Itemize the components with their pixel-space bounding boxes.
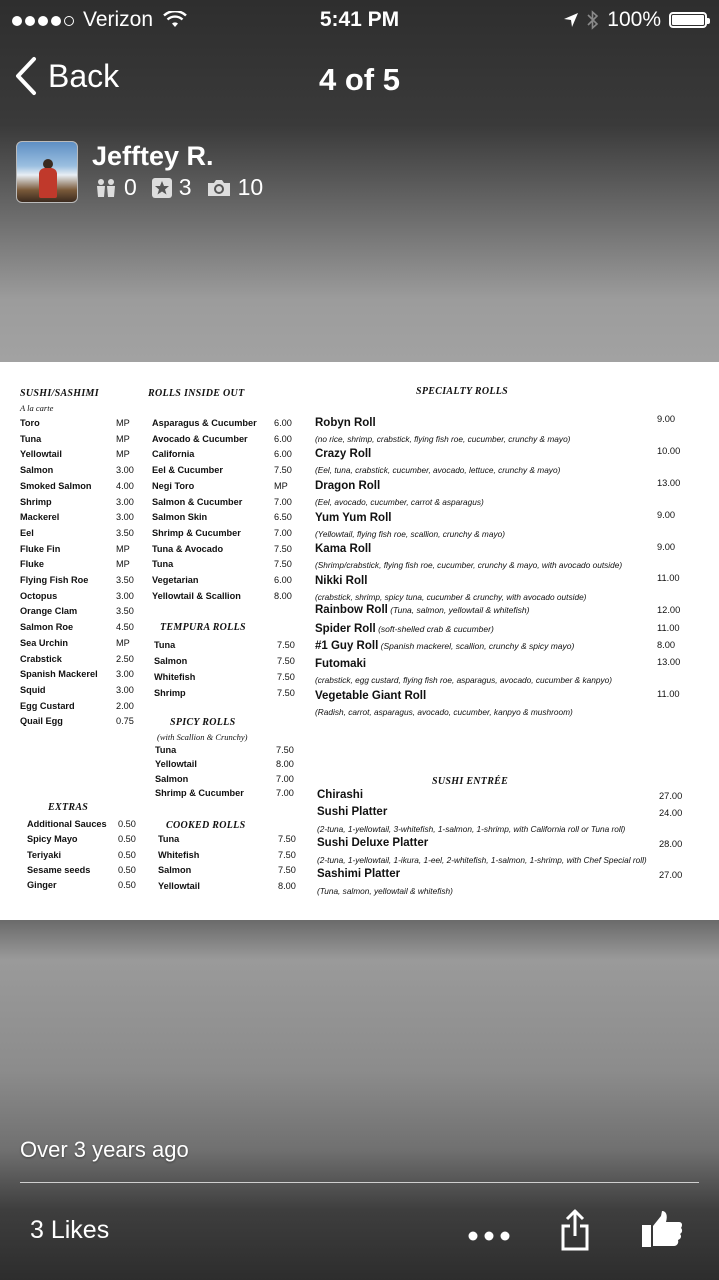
menu-item xyxy=(20,559,146,574)
menu-item-price: 7.00 xyxy=(274,496,292,507)
menu-item-price: 7.50 xyxy=(278,849,296,860)
menu-item-name: Shrimp xyxy=(20,496,52,507)
nav-bar xyxy=(0,40,719,124)
menu-item-price: 3.00 xyxy=(116,590,134,601)
specialty-roll-name: Futomaki xyxy=(315,658,367,670)
menu-item xyxy=(154,656,307,671)
menu-item xyxy=(152,591,304,606)
menu-item-price: 0.50 xyxy=(118,819,136,829)
menu-item-name: Yellowtail xyxy=(20,449,62,460)
specialty-roll xyxy=(315,640,574,652)
menu-item-name: Eel & Cucumber xyxy=(152,465,223,476)
menu-item-price: 3.50 xyxy=(116,606,134,617)
menu-item-price: 7.50 xyxy=(278,834,296,844)
menu-item-price: 6.50 xyxy=(274,512,292,523)
section-title-sushi-entree: SUSHI ENTRÉE xyxy=(432,776,509,787)
menu-item xyxy=(152,512,304,527)
menu-item-price: 7.00 xyxy=(274,527,292,538)
specialty-roll-price: 9.00 xyxy=(657,542,676,552)
reviews-stat xyxy=(151,174,192,201)
reviews-count: 3 xyxy=(178,174,192,200)
specialty-roll xyxy=(315,575,367,587)
menu-item-name: Crabstick xyxy=(20,653,62,664)
menu-item-name: Whitefish xyxy=(154,672,196,682)
status-right xyxy=(563,8,707,32)
specialty-roll xyxy=(315,623,494,635)
menu-item xyxy=(155,745,306,760)
menu-item xyxy=(154,640,307,655)
user-name[interactable]: Jefftey R. xyxy=(92,141,214,171)
entree-desc: (2-tuna, 1-yellowtail, 3-whitefish, 1-salmon, 1-shrimp, with California roll or Tuna roll) xyxy=(317,824,626,834)
menu-item-name: Salmon xyxy=(155,773,189,784)
menu-item-name: Vegetarian xyxy=(152,575,199,585)
entree-name: Sashimi Platter xyxy=(317,868,401,880)
menu-item xyxy=(20,481,146,496)
specialty-roll-price: 13.00 xyxy=(657,478,681,488)
thumbs-up-icon[interactable] xyxy=(641,1210,683,1248)
entree-desc: (2-tuna, 1-yellowtail, 1-ikura, 1-eel, 2-whitefish, 1-salmon, 1-shrimp, with Chef Special roll) xyxy=(317,855,647,865)
section-title-cooked-rolls: COOKED ROLLS xyxy=(166,820,246,831)
menu-item xyxy=(27,819,148,834)
share-icon[interactable] xyxy=(560,1208,590,1252)
specialty-roll-desc: (Radish, carrot, asparagus, avocado, cucumber, kanpyo & mushroom) xyxy=(315,707,573,717)
menu-item-name: Octopus xyxy=(20,590,58,601)
entree-desc: (Tuna, salmon, yellowtail & whitefish) xyxy=(317,886,453,896)
menu-photo[interactable] xyxy=(0,362,719,920)
menu-item-name: Quail Egg xyxy=(20,716,63,727)
menu-item-price: 7.50 xyxy=(274,559,292,570)
menu-item xyxy=(152,418,304,433)
menu-item-price: 8.00 xyxy=(274,590,292,601)
specialty-roll-price: 10.00 xyxy=(657,446,681,456)
entree-name: Sushi Platter xyxy=(317,806,388,818)
menu-item-price: 3.50 xyxy=(116,575,134,585)
status-time: 5:41 PM xyxy=(319,8,400,31)
menu-item xyxy=(152,559,304,574)
photos-count: 10 xyxy=(237,174,264,200)
section-title-specialty-rolls: SPECIALTY ROLLS xyxy=(416,386,509,397)
menu-item xyxy=(158,865,308,880)
menu-item-price: MP xyxy=(116,637,130,648)
menu-item-name: Salmon Roe xyxy=(20,622,74,633)
specialty-roll xyxy=(315,543,371,555)
divider xyxy=(20,1182,699,1183)
specialty-roll-name: Spider Roll xyxy=(315,623,376,635)
timestamp: Over 3 years ago xyxy=(20,1137,189,1162)
menu-item xyxy=(20,449,146,464)
menu-item xyxy=(27,850,148,865)
friends-stat xyxy=(94,174,137,201)
specialty-roll-desc: (no rice, shrimp, crabstick, flying fish roe, cucumber, crunchy & mayo) xyxy=(315,434,571,444)
menu-item-name: Squid xyxy=(20,684,46,695)
menu-item-price: 6.00 xyxy=(274,433,292,444)
specialty-roll-price: 8.00 xyxy=(657,640,676,650)
menu-item xyxy=(27,865,148,880)
menu-item-price: 0.50 xyxy=(118,849,136,860)
menu-item xyxy=(20,622,146,637)
menu-item-price: MP xyxy=(116,559,130,570)
menu-item-name: Sesame seeds xyxy=(27,864,91,875)
menu-item-name: Whitefish xyxy=(158,849,200,860)
menu-item-name: Toro xyxy=(20,418,40,428)
specialty-roll-name: Rainbow Roll xyxy=(315,604,388,616)
specialty-roll-desc: (crabstick, egg custard, flying fish roe, asparagus, avocado, cucumber & kanpyo) xyxy=(315,675,612,685)
menu-item xyxy=(155,774,306,789)
menu-item-name: Sea Urchin xyxy=(20,637,68,648)
page-title: 4 of 5 xyxy=(319,62,400,97)
menu-item-name: Orange Clam xyxy=(20,606,78,617)
menu-item-name: Egg Custard xyxy=(20,700,75,711)
specialty-roll xyxy=(315,448,371,460)
specialty-roll-desc: (crabstick, shrimp, spicy tuna, cucumber & crunchy, with avocado outside) xyxy=(315,592,587,602)
menu-item-name: Shrimp & Cucumber xyxy=(152,527,241,538)
specialty-roll xyxy=(315,480,380,492)
menu-item-price: MP xyxy=(274,480,288,491)
menu-item xyxy=(20,434,146,449)
section-title-sushi-sashimi: SUSHI/SASHIMI xyxy=(20,388,99,399)
menu-item-price: 7.50 xyxy=(274,465,292,476)
menu-item-name: Ginger xyxy=(27,880,57,891)
menu-item-price: 7.50 xyxy=(278,865,296,876)
menu-item xyxy=(20,591,146,606)
menu-item-price: MP xyxy=(116,543,130,554)
status-bar xyxy=(0,0,719,40)
menu-item-price: 3.00 xyxy=(116,496,134,507)
menu-item xyxy=(20,669,146,684)
menu-item-price: 0.75 xyxy=(116,716,134,727)
menu-item-name: Salmon xyxy=(154,656,188,666)
menu-item-price: 6.00 xyxy=(274,449,292,460)
section-title-spicy-rolls: SPICY ROLLS xyxy=(170,717,236,728)
specialty-roll-price: 9.00 xyxy=(657,510,676,520)
entree-price: 28.00 xyxy=(659,839,683,849)
specialty-roll-price: 13.00 xyxy=(657,657,681,667)
specialty-roll-name: Yum Yum Roll xyxy=(315,512,392,524)
menu-item-name: Spicy Mayo xyxy=(27,834,78,845)
menu-item-name: Yellowtail xyxy=(155,759,197,770)
section-title-tempura-rolls: TEMPURA ROLLS xyxy=(160,622,246,633)
specialty-roll xyxy=(315,512,391,524)
entree-price: 27.00 xyxy=(659,870,683,880)
menu-item xyxy=(20,654,146,669)
location-arrow-icon xyxy=(563,12,579,28)
chevron-left-icon xyxy=(14,56,38,96)
specialty-roll xyxy=(315,604,529,616)
menu-item-name: Tuna xyxy=(158,834,180,844)
menu-item-price: 6.00 xyxy=(274,418,292,428)
menu-item xyxy=(152,497,304,512)
menu-item-price: 7.50 xyxy=(276,745,294,755)
menu-item-price: 7.00 xyxy=(276,773,294,784)
menu-item-name: Smoked Salmon xyxy=(20,480,92,491)
menu-item xyxy=(154,688,307,703)
menu-item-name: Salmon xyxy=(158,865,192,876)
menu-item xyxy=(27,834,148,849)
specialty-roll-desc: (Yellowtail, flying fish roe, scallion, crunchy & mayo) xyxy=(315,529,505,539)
menu-item-price: 3.00 xyxy=(116,512,134,523)
entree-name: Chirashi xyxy=(317,789,364,801)
menu-item-name: Mackerel xyxy=(20,512,60,523)
menu-item-price: 2.00 xyxy=(116,700,134,711)
menu-item xyxy=(158,881,308,896)
specialty-roll-name: Vegetable Giant Roll xyxy=(315,690,427,702)
specialty-roll-desc: (Eel, tuna, crabstick, cucumber, avocado, lettuce, crunchy & mayo) xyxy=(315,465,561,475)
user-stats xyxy=(94,174,263,201)
more-icon[interactable] xyxy=(468,1230,510,1242)
menu-item xyxy=(152,528,304,543)
menu-item xyxy=(152,465,304,480)
menu-item xyxy=(20,685,146,700)
menu-item-name: California xyxy=(152,449,195,460)
menu-item xyxy=(20,701,146,716)
menu-item xyxy=(155,788,306,803)
camera-icon xyxy=(206,178,232,198)
menu-item-name: Yellowtail xyxy=(158,880,200,891)
menu-item xyxy=(154,672,307,687)
specialty-roll-name: Dragon Roll xyxy=(315,480,381,492)
specialty-roll-price: 11.00 xyxy=(657,573,680,583)
menu-item xyxy=(20,606,146,621)
menu-item xyxy=(20,716,146,731)
menu-item-name: Tuna xyxy=(154,640,176,650)
menu-item-name: Fluke Fin xyxy=(20,543,61,554)
menu-item-name: Shrimp & Cucumber xyxy=(155,787,244,798)
specialty-roll-name: Nikki Roll xyxy=(315,575,368,587)
specialty-roll-price: 11.00 xyxy=(657,623,680,633)
menu-item-name: Eel xyxy=(20,527,34,538)
menu-item-price: 8.00 xyxy=(276,759,294,770)
specialty-roll-inline-desc: (soft-shelled crab & cucumber) xyxy=(375,624,494,634)
specialty-roll-name: Robyn Roll xyxy=(315,417,376,429)
specialty-roll-name: #1 Guy Roll xyxy=(315,640,379,652)
menu-item-price: 3.00 xyxy=(116,669,134,680)
menu-item-name: Additional Sauces xyxy=(27,819,107,829)
menu-item-name: Teriyaki xyxy=(27,849,62,860)
menu-item-name: Tuna xyxy=(152,559,174,570)
menu-item-name: Avocado & Cucumber xyxy=(152,433,248,444)
entree-price: 24.00 xyxy=(659,808,683,818)
bluetooth-icon xyxy=(587,10,599,30)
menu-item xyxy=(20,465,146,480)
menu-item-price: 0.50 xyxy=(118,880,136,891)
menu-item xyxy=(20,544,146,559)
specialty-roll xyxy=(315,658,366,670)
menu-item-price: 4.50 xyxy=(116,622,134,633)
menu-item-price: 7.50 xyxy=(274,543,292,554)
menu-item xyxy=(20,638,146,653)
menu-item xyxy=(158,834,308,849)
menu-item xyxy=(152,481,304,496)
likes-count[interactable]: 3 Likes xyxy=(30,1216,110,1244)
friends-count: 0 xyxy=(124,174,137,200)
menu-item-price: 2.50 xyxy=(116,653,134,664)
back-label: Back xyxy=(48,57,120,94)
section-subtitle-spicy: (with Scallion & Crunchy) xyxy=(157,732,248,742)
menu-item xyxy=(152,449,304,464)
specialty-roll-inline-desc: (Tuna, salmon, yellowtail & whitefish) xyxy=(387,605,530,615)
entree-name: Sushi Deluxe Platter xyxy=(317,837,429,849)
menu-item-price: 7.50 xyxy=(277,656,295,666)
photos-stat xyxy=(206,174,264,201)
menu-item xyxy=(20,512,146,527)
menu-item-price: 7.00 xyxy=(276,787,294,798)
menu-item-price: MP xyxy=(116,418,130,428)
specialty-roll-price: 12.00 xyxy=(657,605,681,615)
entree-price: 27.00 xyxy=(659,791,683,801)
specialty-roll xyxy=(315,417,376,429)
menu-item xyxy=(152,544,304,559)
specialty-roll-price: 11.00 xyxy=(657,689,680,699)
menu-item-name: Salmon Skin xyxy=(152,512,208,523)
carrier-name: Verizon xyxy=(83,8,154,31)
menu-item-name: Flying Fish Roe xyxy=(20,575,89,585)
menu-item-name: Fluke xyxy=(20,559,44,570)
menu-item-price: 8.00 xyxy=(278,880,296,891)
menu-item-name: Salmon xyxy=(20,465,54,476)
menu-item xyxy=(158,850,308,865)
specialty-roll-desc: (Eel, avocado, cucumber, carrot & asparagus) xyxy=(315,497,484,507)
section-title-rolls-inside-out: ROLLS INSIDE OUT xyxy=(148,388,245,399)
star-icon xyxy=(151,177,173,199)
menu-item-price: 4.00 xyxy=(116,480,134,491)
menu-item-name: Asparagus & Cucumber xyxy=(152,418,257,428)
menu-item-price: 7.50 xyxy=(277,640,295,650)
menu-item-price: 3.50 xyxy=(116,527,134,538)
menu-item xyxy=(27,880,148,895)
section-title-extras: EXTRAS xyxy=(48,802,89,813)
menu-item xyxy=(152,434,304,449)
menu-item-name: Tuna xyxy=(20,433,42,444)
menu-item xyxy=(20,528,146,543)
menu-item-price: 6.00 xyxy=(274,575,292,585)
avatar[interactable] xyxy=(16,141,78,203)
menu-item-name: Shrimp xyxy=(154,688,186,698)
specialty-roll-name: Kama Roll xyxy=(315,543,372,555)
menu-item-price: 3.00 xyxy=(116,684,134,695)
specialty-roll xyxy=(315,690,426,702)
specialty-roll-inline-desc: (Spanish mackerel, scallion, crunchy & spicy mayo) xyxy=(378,641,575,651)
menu-item xyxy=(155,759,306,774)
specialty-roll-price: 9.00 xyxy=(657,414,676,424)
menu-item xyxy=(152,575,304,590)
back-button[interactable] xyxy=(14,56,119,96)
menu-item-name: Salmon & Cucumber xyxy=(152,496,243,507)
menu-item-price: MP xyxy=(116,433,130,444)
menu-item xyxy=(20,497,146,512)
menu-item-price: 7.50 xyxy=(277,672,295,682)
specialty-roll-desc: (Shrimp/crabstick, flying fish roe, cucumber, crunchy & mayo, with avocado outside) xyxy=(315,560,623,570)
specialty-roll-name: Crazy Roll xyxy=(315,448,372,460)
friends-icon xyxy=(94,178,118,198)
menu-item-price: 3.00 xyxy=(116,465,134,476)
menu-item-price: 7.50 xyxy=(277,688,295,698)
menu-item-price: MP xyxy=(116,449,130,460)
menu-item-name: Spanish Mackerel xyxy=(20,669,98,680)
battery-percent: 100% xyxy=(607,8,661,31)
menu-item xyxy=(20,575,146,590)
menu-item-name: Yellowtail & Scallion xyxy=(152,590,241,601)
menu-item xyxy=(20,418,146,433)
menu-item-name: Tuna xyxy=(155,745,177,755)
menu-item-price: 0.50 xyxy=(118,834,136,845)
battery-icon xyxy=(669,12,707,28)
section-subtitle-a-la-carte: A la carte xyxy=(20,403,54,413)
menu-item-price: 0.50 xyxy=(118,864,136,875)
menu-item-name: Tuna & Avocado xyxy=(152,543,224,554)
menu-item-name: Negi Toro xyxy=(152,480,195,491)
